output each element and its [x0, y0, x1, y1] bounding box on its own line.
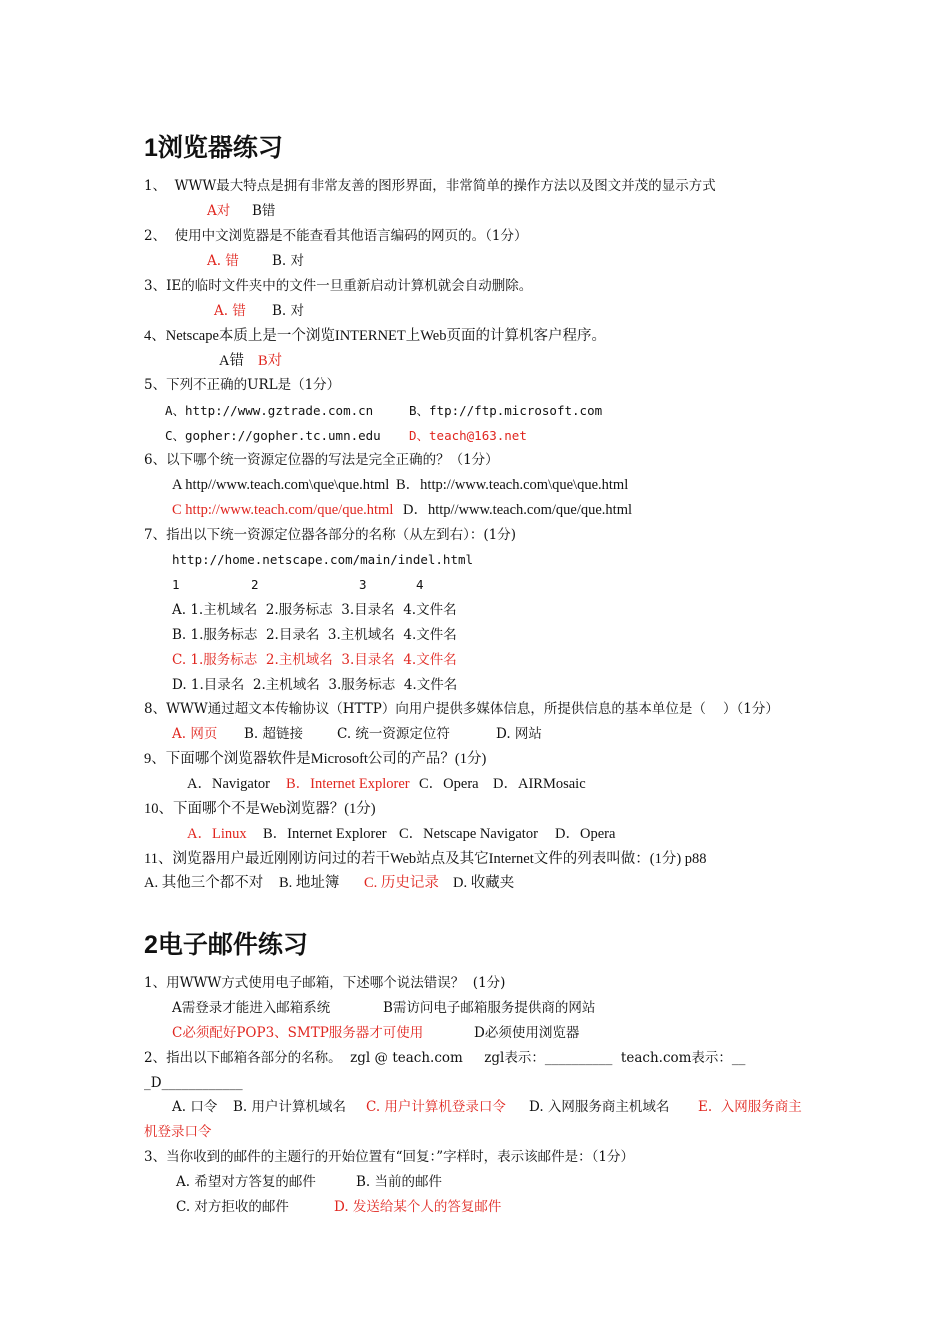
question-10: 10、下面哪个不是Web浏览器？(1分) [144, 801, 376, 817]
option-a: A．Navigator [187, 776, 270, 792]
option-c: C. 对方拒收的邮件 [176, 1199, 289, 1215]
part-number-2: 2 [251, 577, 259, 592]
option-a: A错 [219, 353, 244, 369]
option-a: A需登录才能进入邮箱系统 [172, 1000, 331, 1016]
option-a: A. 其他三个都不对 [144, 875, 264, 891]
option-a: A http//www.teach.com\que\que.html [172, 477, 390, 493]
option-d: D、teach@163.net [409, 428, 527, 443]
option-d: D必须使用浏览器 [474, 1025, 580, 1041]
question-11: 11、浏览器用户最近刚刚访问过的若干Web站点及其它Internet文件的列表叫做：(1分) p88 [144, 851, 707, 867]
option-b: B、ftp://ftp.microsoft.com [409, 403, 603, 418]
option-c: C http://www.teach.com/que/que.html [172, 502, 394, 518]
question-5: 5、下列不正确的URL是（1分） [144, 377, 341, 393]
option-a: A. 口令 [172, 1099, 218, 1115]
option-b: B需访问电子邮箱服务提供商的网站 [383, 1000, 596, 1016]
option-b: B. 地址簿 [279, 875, 340, 891]
option-c: C. 历史记录 [364, 875, 439, 891]
option-d: D. 收藏夹 [453, 875, 515, 891]
option-a: A. 网页 [172, 726, 218, 742]
option-c: C. 用户计算机登录口令 [366, 1099, 506, 1115]
option-a: A. 1.主机域名 2.服务标志 3.目录名 4.文件名 [172, 602, 457, 618]
question-3: 3、当你收到的邮件的主题行的开始位置有“回复：”字样时，表示该邮件是：（1分） [144, 1149, 634, 1165]
option-c: C. 统一资源定位符 [337, 726, 450, 742]
url-example: http://home.netscape.com/main/indel.html [172, 552, 474, 567]
option-d: D. 发送给某个人的答复邮件 [334, 1199, 502, 1215]
option-d: D. 入网服务商主机域名 [529, 1099, 670, 1115]
question-8: 8、WWW通过超文本传输协议（HTTP）向用户提供多媒体信息，所提供信息的基本单位是（ ）（1分） [144, 701, 779, 717]
option-d: D. 网站 [496, 726, 542, 742]
option-c: C、gopher://gopher.tc.umn.edu [165, 428, 381, 443]
part-number-3: 3 [359, 577, 367, 592]
question-2: 2、指出以下邮箱各部分的名称。 zgl @ teach.com zgl表示：__________ teach.com表示：__ [144, 1050, 746, 1066]
option-b: B．Internet Explorer [263, 826, 387, 842]
option-a: A. 希望对方答复的邮件 [176, 1174, 316, 1190]
section-title-email: 2电子邮件练习 [144, 931, 308, 959]
part-number-4: 4 [416, 577, 424, 592]
option-b: B．http://www.teach.com\que\que.html [396, 477, 629, 493]
option-c: C．Netscape Navigator [399, 826, 538, 842]
option-a: A. 错 [214, 303, 246, 319]
option-a: A. 错 [207, 253, 239, 269]
option-b: B. 超链接 [244, 726, 304, 742]
question-2-continued: _D____________ [144, 1075, 243, 1091]
option-d: D. 1.目录名 2.主机域名 3.服务标志 4.文件名 [172, 677, 458, 693]
option-b: B. 对 [272, 253, 305, 269]
option-e: E. 入网服务商主 [698, 1099, 802, 1115]
option-d: D．http//www.teach.com/que/que.html [403, 502, 632, 518]
question-2: 2、 使用中文浏览器是不能查看其他语言编码的网页的。（1分） [144, 228, 528, 244]
part-number-1: 1 [172, 577, 180, 592]
option-b: B. 当前的邮件 [356, 1174, 443, 1190]
question-3: 3、IE的临时文件夹中的文件一旦重新启动计算机就会自动删除。 [144, 278, 533, 294]
option-d: D．AIRMosaic [493, 776, 586, 792]
option-b: B错 [252, 203, 276, 219]
option-a: A对 [207, 203, 231, 219]
option-c: C．Opera [419, 776, 479, 792]
option-e-continued: 机登录口令 [144, 1124, 212, 1140]
option-d: D．Opera [555, 826, 616, 842]
option-c: C必须配好POP3、SMTP服务器才可使用 [172, 1025, 424, 1041]
question-1: 1、用WWW方式使用电子邮箱，下述哪个说法错误？ (1分) [144, 975, 506, 991]
question-1: 1、 WWW最大特点是拥有非常友善的图形界面，非常简单的操作方法以及图文并茂的显示方式 [144, 178, 716, 194]
question-7: 7、指出以下统一资源定位器各部分的名称（从左到右）：(1分) [144, 527, 516, 543]
section-title-browser: 1浏览器练习 [144, 134, 283, 162]
option-a: A、http://www.gztrade.com.cn [165, 403, 374, 418]
option-b: B. 1.服务标志 2.目录名 3.主机域名 4.文件名 [172, 627, 457, 643]
option-b: B. 用户计算机域名 [233, 1099, 347, 1115]
option-c: C. 1.服务标志 2.主机域名 3.目录名 4.文件名 [172, 652, 457, 668]
question-9: 9、下面哪个浏览器软件是Microsoft公司的产品？(1分) [144, 751, 487, 767]
option-b: B. 对 [272, 303, 305, 319]
option-a: A．Linux [187, 826, 247, 842]
question-6: 6、以下哪个统一资源定位器的写法是完全正确的？（1分） [144, 452, 499, 468]
option-b: B对 [258, 353, 283, 369]
option-b: B．Internet Explorer [286, 776, 410, 792]
question-4: 4、Netscape本质上是一个浏览INTERNET上Web页面的计算机客户程序。 [144, 328, 606, 344]
